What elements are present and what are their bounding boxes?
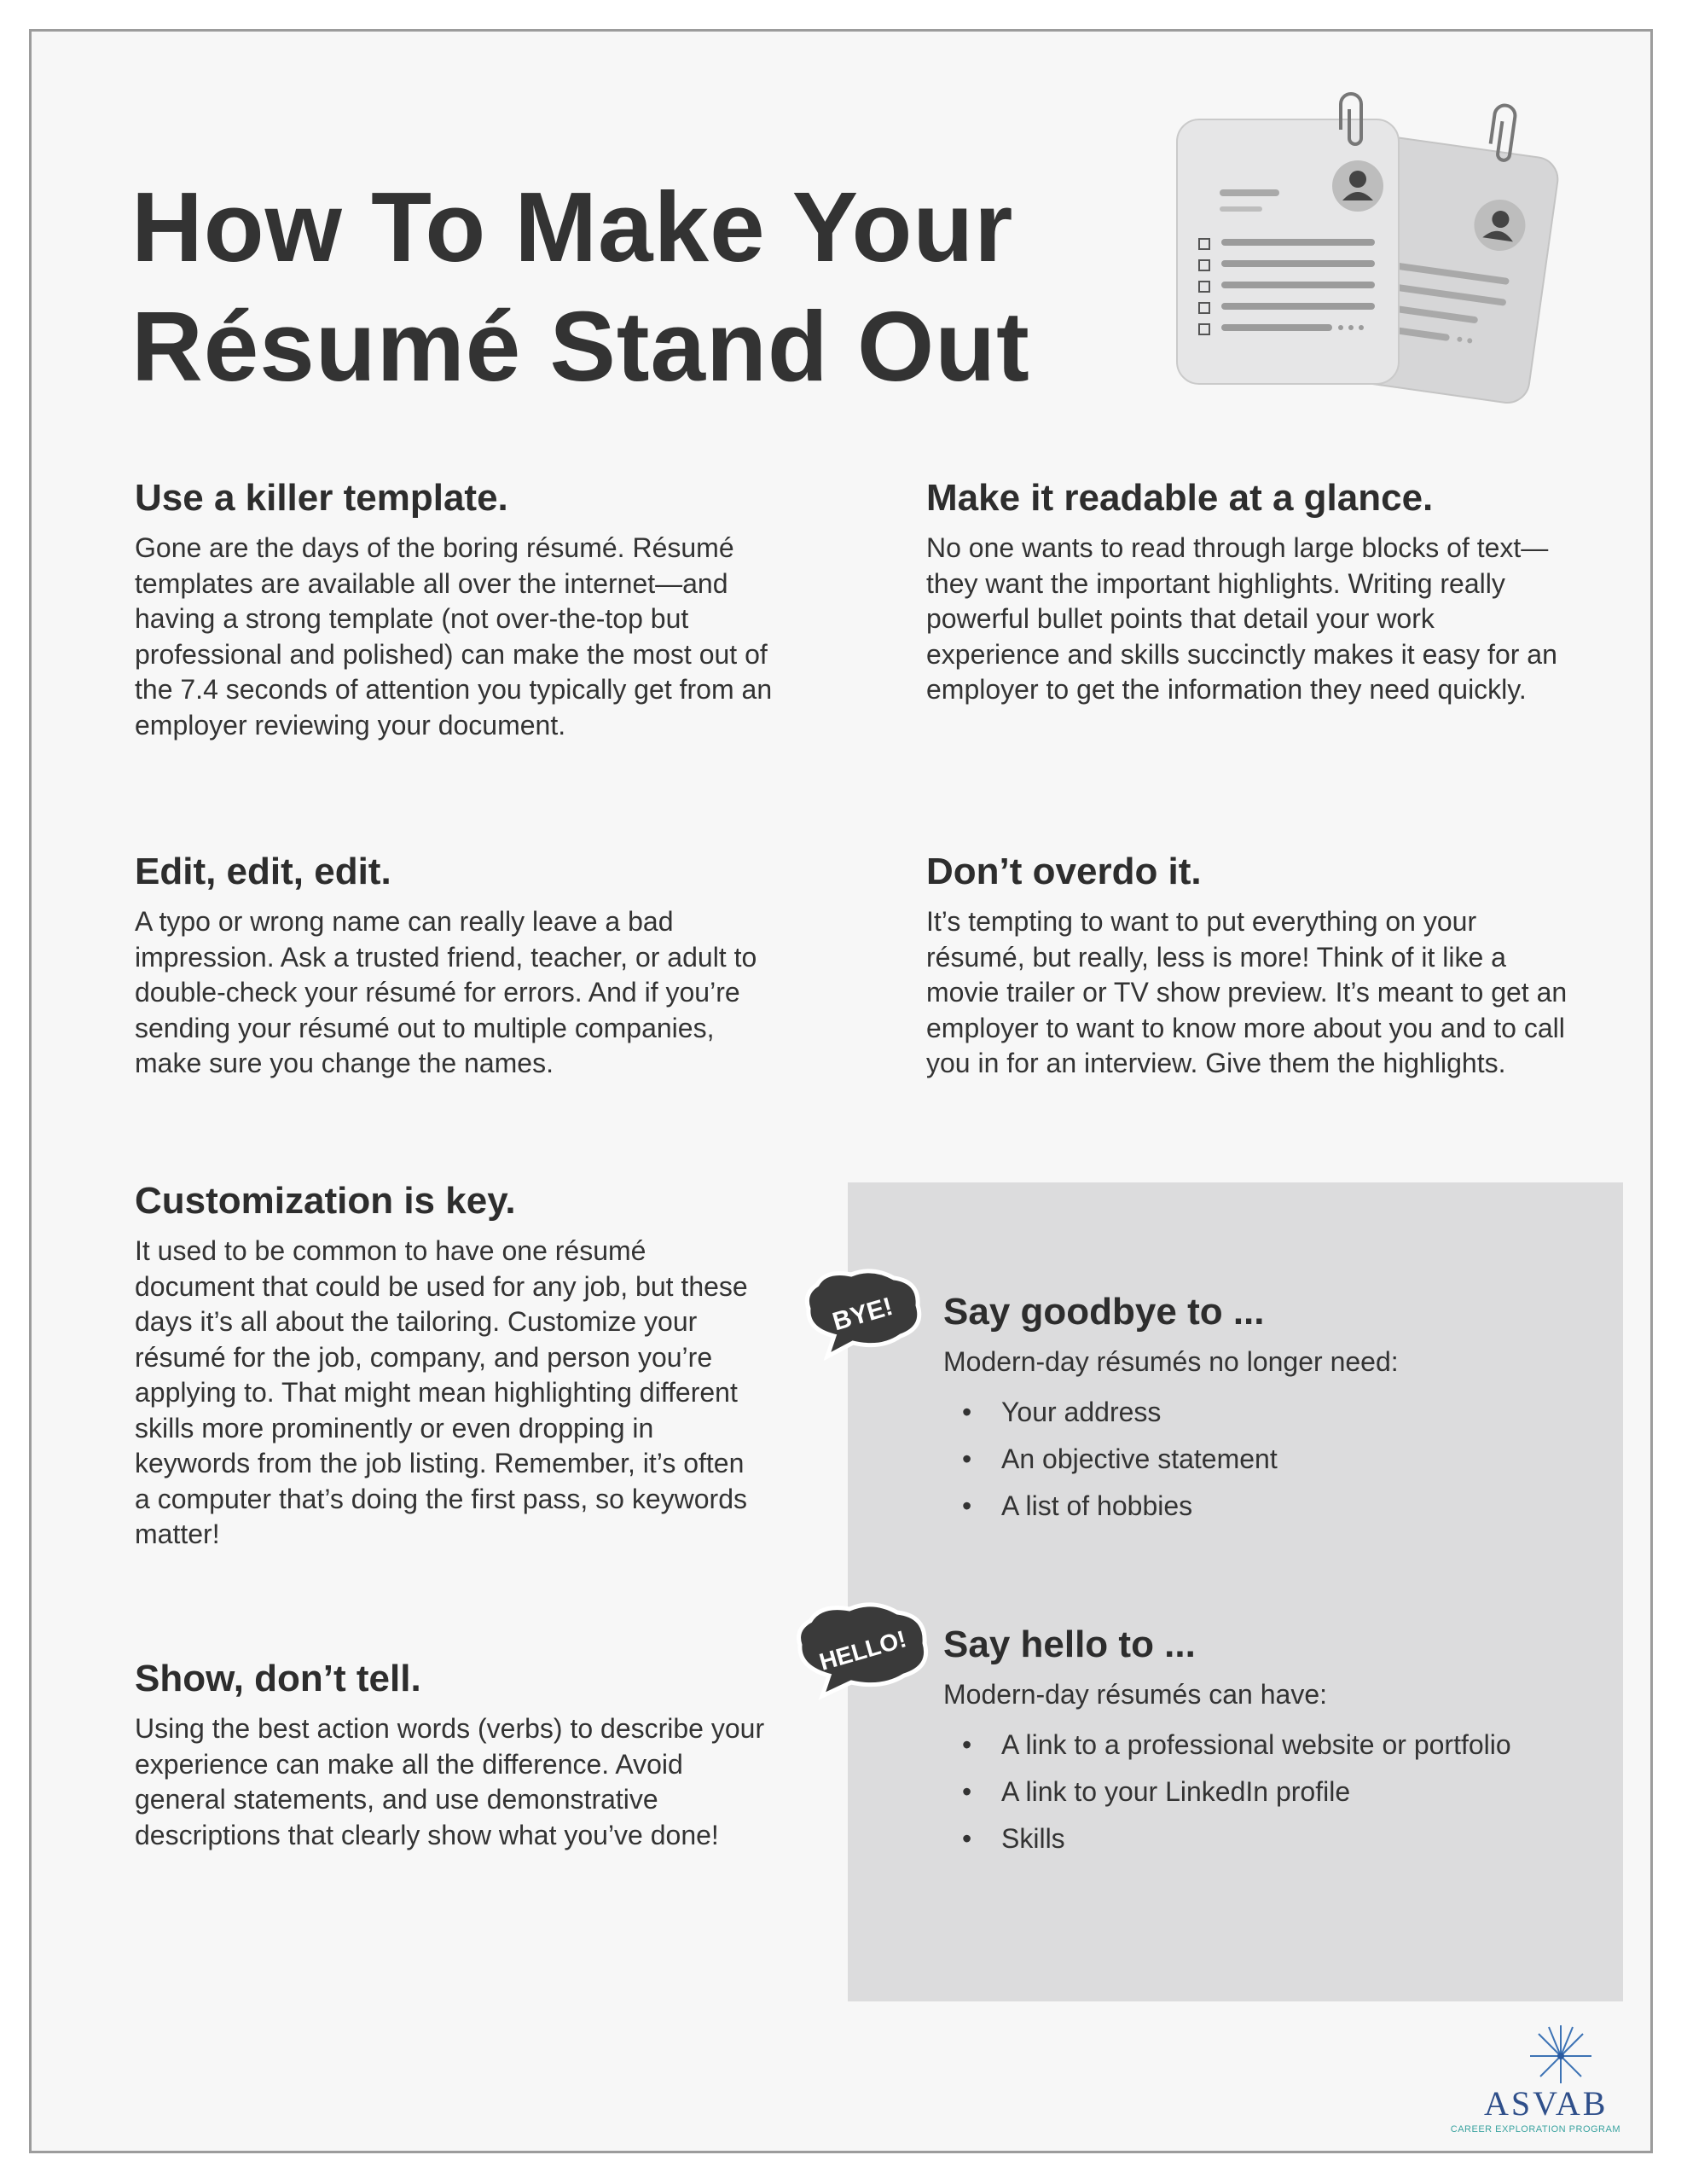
list-item: • Your address [943,1389,1609,1436]
hello-badge-text: HELLO! [816,1625,909,1676]
list-item: • Skills [943,1815,1609,1862]
section-heading: Show, don’t tell. [135,1658,421,1699]
list-item: • A list of hobbies [943,1483,1609,1530]
logo-tagline: CAREER EXPLORATION PROGRAM [1450,2124,1620,2135]
section-body: Using the best action words (verbs) to describe your experience can make all the difference. Avoid general statements, and use demonstrative descriptions that clearly show what you’ve done! [135,1713,765,1850]
goodbye-list [943,1389,1609,1530]
section-heading: Make it readable at a glance. [926,477,1434,519]
asvab-logo [1433,2022,1620,2141]
title-line-1: How To Make Your [131,171,1014,282]
section-customization [135,1177,766,1553]
hello-speech-bubble-icon [791,1600,936,1703]
goodbye-heading: Say goodbye to ... [943,1291,1265,1333]
section-body: No one wants to read through large blocks of text—they want the important highlights. Writing really powerful bullet points that detail your work experience and skills succinctly makes it easy for an employer to get the information they need quickly. [926,532,1557,705]
goodbye-block [943,1288,1609,1530]
goodbye-intro: Modern-day résumés no longer need: [943,1346,1399,1377]
section-body: Gone are the days of the boring résumé. Résumé templates are available all over the internet—and having a strong template (not over-the-top but professional and polished) can make the most out of the 7.4 seconds of attention you typically get from an employer reviewing your document. [135,532,773,741]
section-heading: Don’t overdo it. [926,851,1202,892]
section-body: It’s tempting to want to put everything on your résumé, but really, less is more! Think of it like a movie trailer or TV show preview. It’s meant to get an employer to want to know more about you and to call you in for an interview. Give them the highlights. [926,906,1568,1078]
section-readable [926,474,1574,708]
hello-list [943,1722,1609,1862]
list-item: • A link to your LinkedIn profile [943,1769,1609,1815]
section-killer-template [135,474,783,743]
section-heading: Use a killer template. [135,477,508,519]
logo-wordmark: ASVAB [1484,2084,1609,2123]
section-show [135,1655,766,1853]
starburst-icon [1510,2022,1612,2090]
section-body: A typo or wrong name can really leave a bad impression. Ask a trusted friend, teacher, or adult to double-check your résumé for errors. And if you’re sending your résumé out to multiple companies, make sure you change the names. [135,906,757,1078]
list-item: • An objective statement [943,1436,1609,1483]
page-title [131,167,1155,406]
hello-block [943,1621,1609,1862]
hello-intro: Modern-day résumés can have: [943,1679,1327,1710]
bye-badge-text: BYE! [829,1292,896,1337]
bye-speech-bubble-icon [800,1268,928,1362]
resume-documents-illustration [1160,85,1569,427]
title-line-2: Résumé Stand Out [131,291,1030,402]
section-body: It used to be common to have one résumé document that could be used for any job, but these days it’s all about the tailoring. Customize your résumé for the job, company, and person you’re applying to. That might mean highlighting different skills more prominently or even dropping in keywords from the job listing. Remember, it’s often a computer that’s doing the first pass, so keywords matter! [135,1235,748,1549]
section-overdo [926,848,1574,1082]
hello-heading: Say hello to ... [943,1623,1196,1665]
section-heading: Customization is key. [135,1180,516,1222]
section-edit [135,848,783,1082]
section-heading: Edit, edit, edit. [135,851,391,892]
list-item: • A link to a professional website or portfolio [943,1722,1609,1769]
